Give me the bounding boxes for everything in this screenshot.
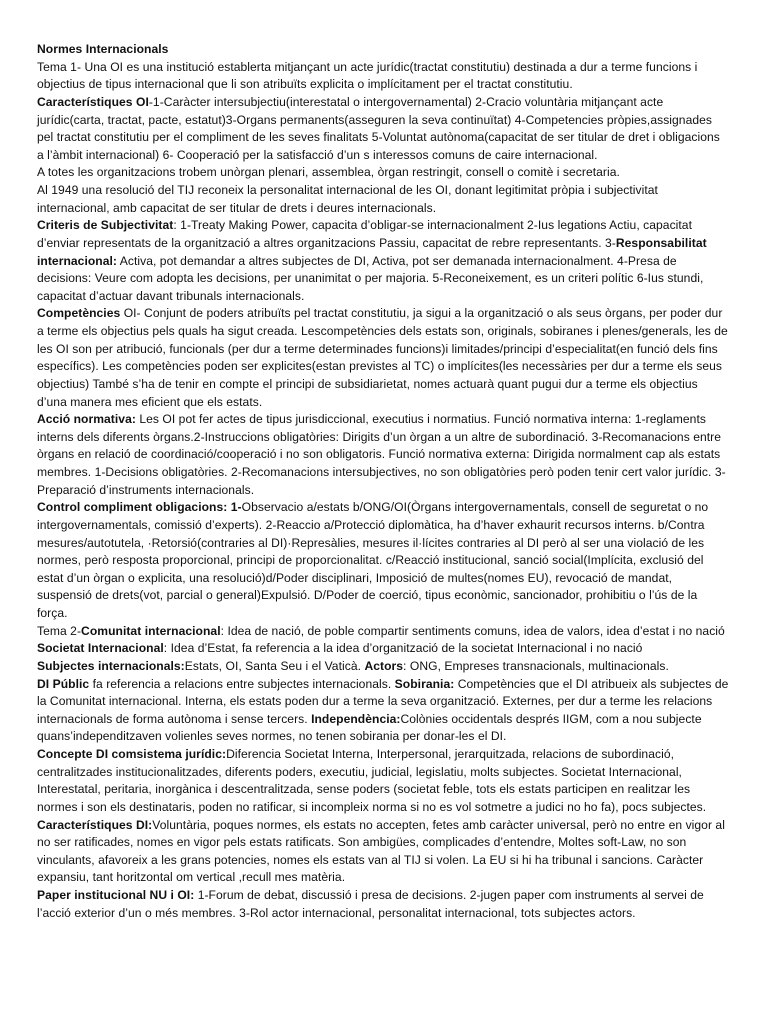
text-run: 1-Forum de debat, discussió i presa de decisions. 2-jugen paper com instruments al servei de l’acció exterior d’un o més membres. 3-Rol actor internacional, personalitat internacional, tots subjectes actors. xyxy=(37,888,704,920)
paragraph xyxy=(37,411,730,499)
text-run: : Idea de nació, de poble compartir sentiments comuns, idea de valors, idea d’estat i no nació xyxy=(220,623,725,638)
text-run: Tema 2- xyxy=(37,623,82,638)
bold-run: Acció normativa: xyxy=(37,412,136,427)
bold-run: Independència: xyxy=(311,711,401,726)
bold-run: Subjectes internacionals: xyxy=(37,658,185,673)
document-title: Normes Internacionals xyxy=(37,42,169,56)
text-run: OI- Conjunt de poders atribuïts pel tractat constitutiu, ja sigui a la organització o als seus òrgans, per poder dur a terme els objectius pels quals ha sigut creada. Lescompetències dels estats son, originals, sobiranes i plenes/generals, les de les OI son per atribució, funcionals (per dur a terme determinades funcions)i limitades/principi d’especialitat(en funció dels fins específics). Les competències poden ser explicites(estan previstes al TC) o implícites(les necessàries per dur a terme els seus objectius) També s’ha de tenir en compte el principi de subsidiarietat, nomes actuarà quant pugui dur a terme els objectius d’una manera mes eficient que els estats. xyxy=(37,306,728,409)
paragraph xyxy=(37,658,730,676)
text-run: Al 1949 una resolució del TIJ reconeix la personalitat internacional de les OI, donant legitimitat pròpia i subjectivitat internacional, amb capacitat de ser titular de drets i deures internacionals. xyxy=(37,183,658,215)
text-run: Colònies occidentals després IIGM, com a nou subjecte quans’independitzaven volienles seves normes, no tenen sobirania per donar-les el DI. xyxy=(37,711,702,744)
text-run: Les OI pot fer actes de tipus jurisdiccional, executius i normatius. Funció normativa interna: 1-reglaments interns dels diferents òrgans.2-Instruccions obligatòries: Dirigits d’un òrgan a un altre de subordinació. 3-Recomanacions entre òrgans en relació de coordinació/cooperació i no son obligatoris. Funció normativa externa: Dirigida normalment cap als estats membres. 1-Decisions obligatòries. 2-Recomanacions intersubjectives, no son obligatòries però poden tenir cert valor jurídic. 3- Preparació d’instruments internacionals. xyxy=(37,412,726,497)
paragraph xyxy=(37,59,730,94)
paragraph xyxy=(37,164,730,182)
bold-run: Control compliment obligacions: 1- xyxy=(37,500,242,515)
document-body xyxy=(37,59,730,923)
paragraph xyxy=(37,182,730,217)
text-run: Estats, OI, Santa Seu i el Vaticà. xyxy=(184,658,365,673)
paragraph xyxy=(37,817,730,888)
text-run: fa referencia a relacions entre subjectes internacionals. xyxy=(89,676,395,691)
paragraph xyxy=(37,887,730,922)
bold-run: Societat Internacional xyxy=(37,641,164,656)
bold-run: Sobirania: xyxy=(394,676,455,691)
paragraph xyxy=(37,676,730,747)
text-run: Diferencia Societat Interna, Interpersonal, jerarquitzada, relacions de subordinació, centralitzades institucionalitzades, diferents poders, executiu, judicial, legislatiu, molts subjectes. Societat Internacional, Interestatal, peritaria, inorgànica i descentralitzada, sense poders (societat feble, tots els estats participen en realitzar les normes i son els destinataris, poden no ratificar, si incompleix norma si no es vol sotmetre a judici no ho fa), pocs subjectes. xyxy=(37,747,707,814)
text-run: Tema 1- Una OI es una institució establerta mitjançant un acte jurídic(tractat constitutiu) destinada a dur a terme funcions i objectius de tipus internacional que li son atribuïts explicita o implícitament per el tractat constitutiu. xyxy=(37,59,698,92)
bold-run: Responsabilitat internacional: xyxy=(37,235,707,268)
bold-run: Paper institucional NU i OI: xyxy=(37,888,195,902)
bold-run: Criteris de Subjectivitat xyxy=(37,218,174,233)
bold-run: Concepte DI comsistema jurídic: xyxy=(37,747,227,761)
bold-run: DI Públic xyxy=(37,676,90,691)
text-run: Competències que el DI atribueix als subjectes de la Comunitat internacional. Interna, els estats poden dur a terme la seva organització. Externes, per dur a terme les relacions internacionals de forma autònoma i sense tercers. xyxy=(37,676,729,726)
text-run: A totes les organitzacions trobem unòrgan plenari, assemblea, òrgan restringit, consell o comitè i secretaria. xyxy=(37,165,620,180)
text-run: : Idea d’Estat, fa referencia a la idea d’organització de la societat Internacional i no nació xyxy=(163,641,643,656)
text-run: Activa, pot demandar a altres subjectes de DI, Activa, pot ser demanada internacionalment. 4-Presa de decisions: Veure com adopta les decisions, per unanimitat o per majoria. 5-Reconeixement, es un criteri polític 6-Ius stundi, capacitat d’actuar davant tribunals internacionals. xyxy=(37,253,704,303)
paragraph xyxy=(37,499,730,622)
paragraph xyxy=(37,305,730,411)
bold-run: Actors xyxy=(364,658,404,673)
bold-run: Competències xyxy=(37,306,121,321)
paragraph xyxy=(37,746,730,817)
bold-run: Característiques DI: xyxy=(37,817,153,832)
text-run: -1-Caràcter intersubjectiu(interestatal o intergovernamental) 2-Cracio voluntària mitjançant acte jurídic(carta, tractat, pacte, estatut)3-Organs permanents(asseguren la seva continuïtat) 4-Competencies pròpies,assignades pel tractat constitutiu per el compliment de les seves finalitats 5-Voluntat autònoma(capacitat de ser titular de dret i obligacions a l’àmbit internacional) 6- Cooperació per la satisfacció d’un s interessos comuns de caire internacional. xyxy=(37,94,720,162)
bold-run: Comunitat internacional xyxy=(81,623,221,638)
text-run: Voluntària, poques normes, els estats no accepten, fetes amb caràcter universal, però no entre en vigor al no ser ratificades, nomes en vigor pels estats ratificats. Son ambigües, complicades d’entendre, Moltes soft-Law, no son vinculants, afavoreix a les grans potencies, nomes els estats van al TIJ si volen. La EU si hi ha tribunal i sancions. Caràcter expansiu, tant horitzontal om vertical ,recull mes matèria. xyxy=(37,817,725,885)
paragraph xyxy=(37,94,730,165)
bold-run: Característiques OI xyxy=(37,94,149,109)
paragraph xyxy=(37,217,730,305)
paragraph xyxy=(37,623,730,658)
text-run: : 1-Treaty Making Power, capacita d’obligar-se internacionalment 2-Ius legations Actiu, capacitat d’enviar representats de la organització a altres organitzacions Passiu, capacitat de rebre representants. 3- xyxy=(37,218,692,250)
text-run: Observacio a/estats b/ONG/OI(Òrgans intergovernamentals, consell de seguretat o no intergovernamentals, comissió d’experts). 2-Reaccio a/Protecció diplomàtica, ha d’haver exhaurit recursos interns. b/Contra mesures/autotutela, ·Retorsió(contraries al DI)·Represàlies, mesures il·lícites contraries al DI però al ser una violació de les normes, però resposta proporcional, principi de proporcionalitat. c/Reacció institucional, sanció social(Implícita, exclusió del estat d’un òrgan o explicita, una resolució)d/Poder disciplinari, Imposició de multes(nomes EU), revocació de mandat, suspensió de drets(vot, parcial o general)Expulsió. D/Poder de coerció, tipus econòmic, sancionador, prohibitiu o l’ús de la força. xyxy=(37,500,709,620)
text-run: : ONG, Empreses transnacionals, multinacionals. xyxy=(403,658,669,673)
